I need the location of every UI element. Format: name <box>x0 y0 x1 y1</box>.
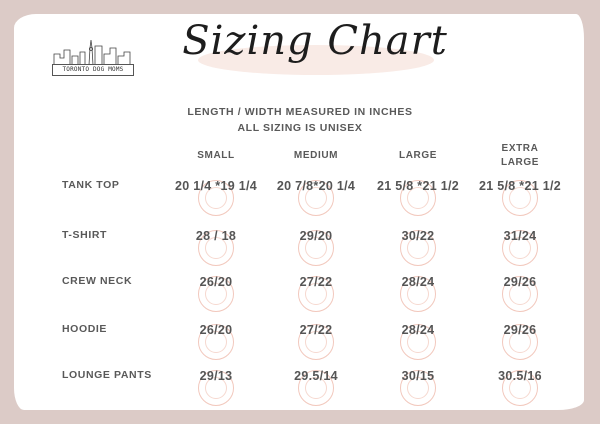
row-label: HOODIE <box>62 323 108 335</box>
row-label: TANK TOP <box>62 179 120 191</box>
size-cell: 28/24 <box>401 323 435 337</box>
size-cell: 30/22 <box>401 229 435 243</box>
size-cell: 28/24 <box>401 275 435 289</box>
page-title: Sizing Chart <box>182 18 448 64</box>
size-cell: 29/20 <box>299 229 333 243</box>
column-header-extra-large: EXTRA LARGE <box>501 143 539 168</box>
column-header-large: LARGE <box>399 150 437 161</box>
size-cell: 30/15 <box>401 369 435 383</box>
size-cell: 26/20 <box>199 275 233 289</box>
row-label: CREW NECK <box>62 275 133 287</box>
size-cell: 20 1/4 *19 1/4 <box>174 179 258 193</box>
size-cell: 30.5/16 <box>498 369 542 383</box>
size-cell: 20 7/8*20 1/4 <box>276 179 356 193</box>
size-cell: 26/20 <box>199 323 233 337</box>
size-cell: 21 5/8 *21 1/2 <box>478 179 562 193</box>
column-header-medium: MEDIUM <box>293 150 339 161</box>
size-cell: 29.5/14 <box>294 369 338 383</box>
skyline-icon <box>52 36 134 66</box>
measurement-note: LENGTH / WIDTH MEASURED IN INCHES <box>187 106 413 118</box>
size-cell: 28 / 18 <box>195 229 237 243</box>
size-cell: 31/24 <box>503 229 537 243</box>
size-cell: 29/26 <box>503 275 537 289</box>
column-header-small: SMALL <box>197 150 235 161</box>
toronto-dog-moms-logo <box>52 36 134 76</box>
unisex-note: ALL SIZING IS UNISEX <box>237 122 363 134</box>
size-cell: 21 5/8 *21 1/2 <box>376 179 460 193</box>
size-cell: 27/22 <box>299 275 333 289</box>
size-cell: 29/26 <box>503 323 537 337</box>
row-label: LOUNGE PANTS <box>62 369 152 381</box>
size-cell: 29/13 <box>199 369 233 383</box>
row-label: T-SHIRT <box>62 229 108 241</box>
size-cell: 27/22 <box>299 323 333 337</box>
logo-text: TORONTO DOG MOMS <box>52 64 134 76</box>
